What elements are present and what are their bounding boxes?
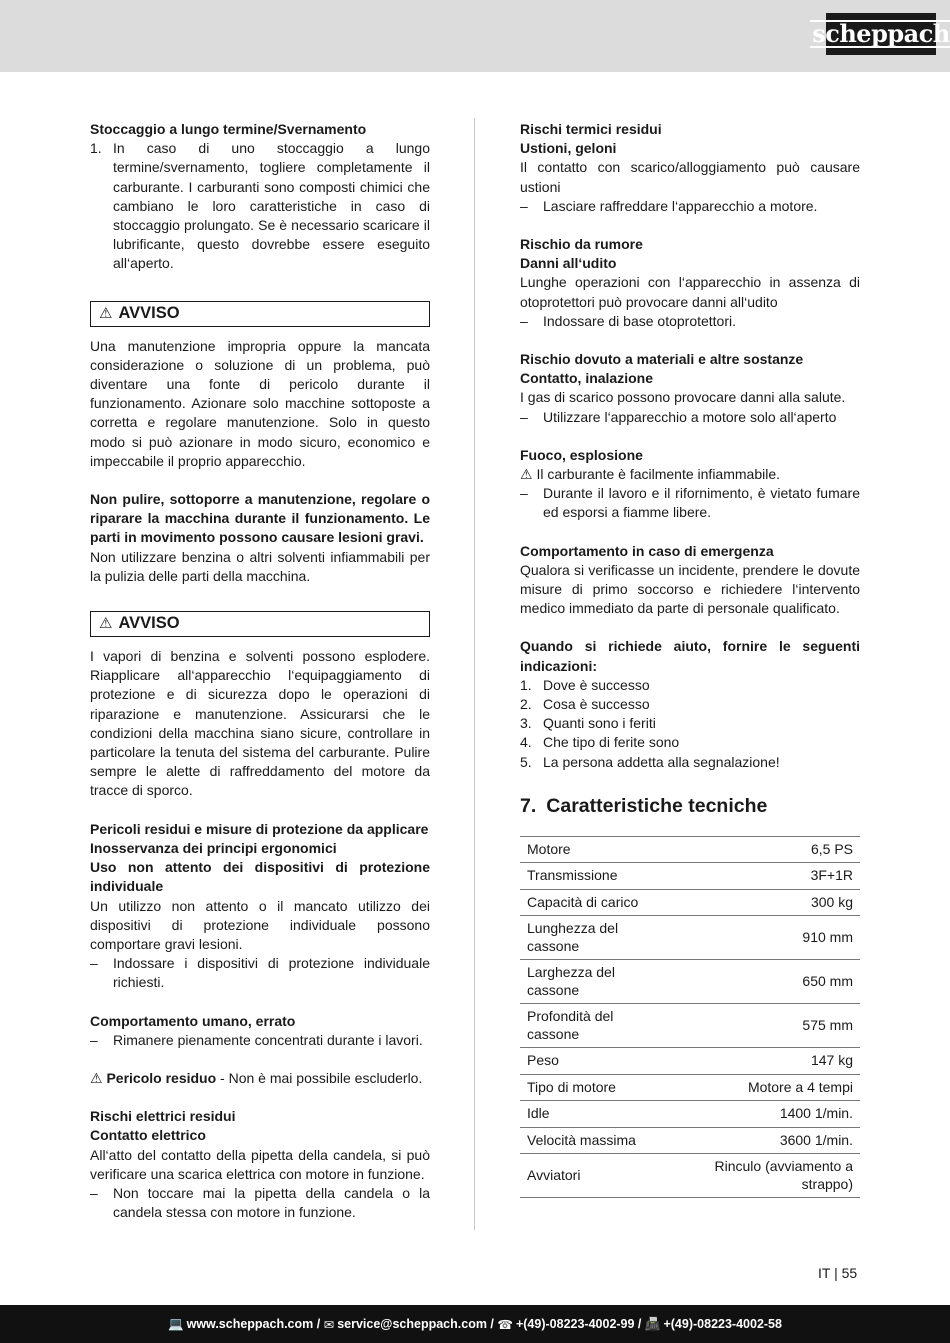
right-column <box>520 120 860 1198</box>
fax-number: +(49)-08223-4002-58 <box>663 1317 782 1331</box>
material-text: I gas di scarico possono provocare danni alla salute. <box>520 389 846 406</box>
list-item: – Indossare di base otoprotettori. <box>520 312 737 329</box>
elec-subtitle: Contatto elettrico <box>90 1127 206 1144</box>
thermal-title: Rischi termici residui <box>520 121 662 137</box>
warning-icon: ⚠ <box>520 466 537 483</box>
phone-icon: ☎ <box>497 1317 513 1332</box>
material-list <box>520 408 860 427</box>
table-row: Lunghezza del cassone 910 mm <box>520 916 860 960</box>
noise-text: Lunghe operazioni con l‘apparecchio in assenza di otoprotettori può provocare danni all‘udito <box>520 274 860 310</box>
phone-number: +(49)-08223-4002-99 / <box>515 1317 642 1331</box>
list-item: – Indossare i dispositivi di protezione individuale richiesti. <box>90 955 430 991</box>
warning-box: ⚠ AVVISO <box>90 611 430 637</box>
elec-text: All‘atto del contatto della pipetta della candela, si può verificare una scarica elettrica con motore in funzione. <box>90 1146 430 1182</box>
cleaning-text: Non utilizzare benzina o altri solventi infiammabili per la pulizia delle parti della macchina. <box>90 548 430 584</box>
brand-logo: scheppach <box>826 13 936 55</box>
emergency-text: Qualora si verificasse un incidente, prendere le dovute misure di primo soccorso e richiedere l‘intervento medico immediato da parte di personale qualificato. <box>520 561 860 617</box>
human-list <box>90 1031 430 1050</box>
ppe-title: Uso non attento dei dispositivi di protezione individuale <box>90 859 430 895</box>
warning-box: ⚠ AVVISO <box>90 301 430 327</box>
table-row: Profondità del cassone 575 mm <box>520 1004 860 1048</box>
emergency-title: Comportamento in caso di emergenza <box>520 542 774 559</box>
table-row: Capacità di carico 300 kg <box>520 889 860 916</box>
thermal-list <box>520 197 860 216</box>
table-row: Peso 147 kg <box>520 1048 860 1075</box>
ppe-text: Un utilizzo non attento o il mancato utilizzo dei dispositivi di protezione individuale possono comportare gravi lesioni. <box>90 897 430 952</box>
storage-title: Stoccaggio a lungo termine/Svernamento <box>90 121 367 137</box>
thermal-subtitle: Ustioni, geloni <box>520 140 617 157</box>
list-item: 4. Che tipo di ferite sono <box>520 734 680 751</box>
fire-title: Fuoco, esplosione <box>520 446 643 463</box>
avviso1-text: Una manutenzione impropria oppure la mancata considerazione o soluzione di un problema, può diventare una fonte di pericolo durante il funzionamento. Azionare solo macchine sottoposte a corretta e regolare manutenzione. Solo in questo modo si può azionare in modo sicuro, economico e impeccabile il proprio apparecchio. <box>90 337 430 469</box>
residual-title: Pericoli residui e misure di protezione da applicare <box>90 820 429 837</box>
list-item: 2. Cosa è successo <box>520 696 650 713</box>
website-link[interactable]: www.scheppach.com / <box>186 1317 321 1331</box>
fire-list <box>520 484 860 522</box>
computer-icon: 💻 <box>168 1316 184 1331</box>
left-column <box>90 120 430 1222</box>
section-heading: 7. Caratteristiche tecniche <box>520 794 768 817</box>
warning-icon: ⚠ <box>99 305 113 323</box>
ppe-list <box>90 954 430 992</box>
avviso2-text: I vapori di benzina e solventi possono esplodere. Riapplicare all‘apparecchio l‘equipaggiamento di protezione e di sicurezza dopo le operazioni di riparazione e manutenzione. Assicurarsi che le condizioni della macchina siano sicure, controllare in particolare la tenuta del sistema del carburante. Pulire sempre le alette di raffreddamento del motore da tracce di sporco. <box>90 648 430 799</box>
warning-icon: ⚠ <box>99 615 113 633</box>
footer-bar <box>0 1305 950 1343</box>
list-item: 3. Quanti sono i feriti <box>520 715 656 732</box>
human-title: Comportamento umano, errato <box>90 1012 296 1029</box>
specs-table <box>520 836 860 1199</box>
material-subtitle: Contatto, inalazione <box>520 370 653 387</box>
list-item: 5. La persona addetta alla segnalazione! <box>520 753 780 770</box>
table-row: Larghezza del cassone 650 mm <box>520 960 860 1004</box>
email-icon: ✉ <box>323 1317 335 1332</box>
table-row: Idle 1400 1/min. <box>520 1101 860 1128</box>
help-title: Quando si richiede aiuto, fornire le seguenti indicazioni: <box>520 638 860 674</box>
elec-list <box>90 1184 430 1222</box>
noise-subtitle: Danni all‘udito <box>520 255 617 272</box>
storage-list <box>90 139 430 273</box>
header-bar <box>0 0 950 72</box>
list-item: – Lasciare raffreddare l‘apparecchio a motore. <box>520 197 818 214</box>
fire-text: ⚠ Il carburante è facilmente infiammabile. <box>520 466 781 483</box>
cleaning-warning: Non pulire, sottoporre a manutenzione, regolare o riparare la macchina durante il funzionamento. Le parti in movimento possono causare lesioni gravi. <box>90 491 430 546</box>
elec-title: Rischi elettrici residui <box>90 1108 236 1125</box>
table-row: Motore 6,5 PS <box>520 836 860 863</box>
page-number: IT | 55 <box>818 1265 858 1281</box>
thermal-text: Il contatto con scarico/alloggiamento può causare ustioni <box>520 159 860 195</box>
noise-title: Rischio da rumore <box>520 236 643 253</box>
residual-risk-note: ⚠ Pericolo residuo - Non è mai possibile escluderlo. <box>90 1069 423 1086</box>
list-item: – Durante il lavoro e il rifornimento, è vietato fumare ed esporsi a fiamme libere. <box>520 485 860 521</box>
email-link[interactable]: service@scheppach.com / <box>337 1317 494 1331</box>
fax-icon: 📠 <box>644 1316 661 1331</box>
list-item: – Rimanere pienamente concentrati durante i lavori. <box>90 1031 423 1048</box>
list-item: 1. In caso di uno stoccaggio a lungo termine/svernamento, togliere completamente il carburante. I carburanti sono composti chimici che cambiano le loro caratteristiche in caso di stoccaggio prolungato. Se è necessario scaricare il lubrificante, questo dovrebbe essere eseguito all‘aperto. <box>90 140 430 272</box>
list-item: – Utilizzare l‘apparecchio a motore solo all‘aperto <box>520 408 837 425</box>
table-row: Velocità massima 3600 1/min. <box>520 1127 860 1154</box>
warning-icon: ⚠ <box>90 1069 103 1086</box>
table-row: Avviatori Rinculo (avviamento a strappo) <box>520 1154 860 1198</box>
column-divider <box>474 118 475 1230</box>
ergonomic-title: Inosservanza dei principi ergonomici <box>90 839 337 856</box>
material-title: Rischio dovuto a materiali e altre sostanze <box>520 351 804 368</box>
help-list <box>520 676 860 772</box>
list-item: – Non toccare mai la pipetta della candela o la candela stessa con motore in funzione. <box>90 1184 430 1221</box>
table-row: Tipo di motore Motore a 4 tempi <box>520 1074 860 1101</box>
table-row: Transmissione 3F+1R <box>520 863 860 890</box>
list-item: 1. Dove è successo <box>520 676 650 693</box>
noise-list <box>520 312 860 331</box>
